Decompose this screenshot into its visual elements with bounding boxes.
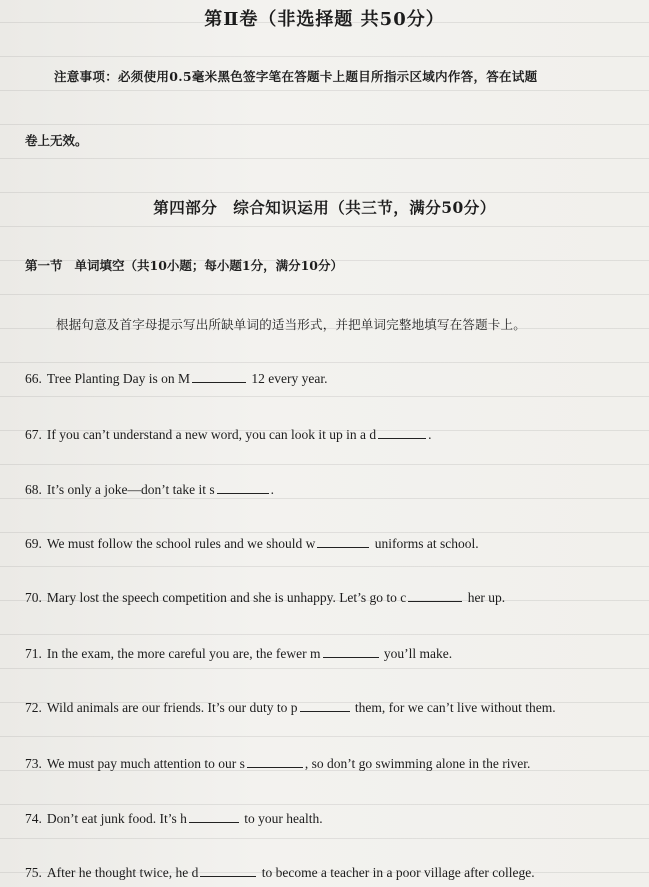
question-number: 67. [25, 427, 42, 442]
question-69 [25, 535, 479, 552]
question-text-end: , so don’t go swimming alone in the river. [304, 756, 531, 771]
question-text: Don’t eat junk food. It’s h [46, 811, 187, 826]
section-title: 单词填空（共10小题；每小题1分，满分10分） [74, 258, 344, 273]
section-instruction: 根据句意及首字母提示写出所缺单词的适当形式，并把单词完整地填写在答题卡上。 [56, 317, 526, 332]
question-74 [25, 810, 323, 827]
question-text-end: uniforms at school. [371, 536, 479, 551]
question-text: We must pay much attention to our s [46, 756, 245, 771]
question-72 [25, 699, 556, 716]
question-68 [25, 481, 274, 498]
question-number: 72. [25, 700, 42, 715]
question-text: Tree Planting Day is on M [46, 371, 191, 386]
question-text: Mary lost the speech competition and she is unhappy. Let’s go to c [46, 590, 407, 605]
question-text-end: . [270, 482, 274, 497]
question-66 [25, 370, 327, 387]
question-text-end: to become a teacher in a poor village after college. [258, 865, 535, 880]
question-number: 71. [25, 646, 42, 661]
answer-blank[interactable] [317, 535, 369, 548]
question-number: 73. [25, 756, 42, 771]
question-71 [25, 645, 452, 662]
question-text: Wild animals are our friends. It’s our duty to p [46, 700, 298, 715]
question-73 [25, 755, 530, 772]
question-text: We must follow the school rules and we should w [46, 536, 316, 551]
answer-blank[interactable] [408, 589, 462, 602]
section-number: 第一节 [25, 258, 63, 273]
question-number: 68. [25, 482, 42, 497]
question-text: It’s only a joke—don’t take it s [46, 482, 215, 497]
question-number: 69. [25, 536, 42, 551]
question-number: 70. [25, 590, 42, 605]
section-heading [25, 256, 343, 274]
paper-title: 第Ⅱ卷（非选择题 共50分） [204, 9, 445, 30]
answer-blank[interactable] [189, 810, 239, 823]
question-number: 74. [25, 811, 42, 826]
answer-blank[interactable] [200, 864, 256, 877]
question-number: 75. [25, 865, 42, 880]
question-75 [25, 864, 535, 881]
answer-blank[interactable] [323, 645, 379, 658]
part-heading: 第四部分 综合知识运用（共三节，满分50分） [153, 198, 496, 217]
answer-blank[interactable] [192, 370, 246, 383]
question-70 [25, 589, 505, 606]
question-text-end: her up. [464, 590, 506, 605]
question-text: After he thought twice, he d [46, 865, 199, 880]
answer-blank[interactable] [217, 481, 269, 494]
question-text-end: you’ll make. [380, 646, 453, 661]
notice-line-2: 卷上无效。 [25, 133, 88, 148]
question-text-end: 12 every year. [248, 371, 328, 386]
question-text: In the exam, the more careful you are, the fewer m [46, 646, 321, 661]
answer-blank[interactable] [300, 699, 350, 712]
question-text: If you can’t understand a new word, you can look it up in a d [46, 427, 377, 442]
question-number: 66. [25, 371, 42, 386]
notice-line-1: 注意事项：必须使用0.5毫米黑色签字笔在答题卡上题目所指示区域内作答，答在试题 [54, 69, 538, 84]
answer-blank[interactable] [378, 426, 426, 439]
question-text-end: . [428, 427, 432, 442]
question-67 [25, 426, 432, 443]
question-text-end: to your health. [240, 811, 323, 826]
question-text-end: them, for we can’t live without them. [351, 700, 556, 715]
answer-blank[interactable] [247, 755, 303, 768]
